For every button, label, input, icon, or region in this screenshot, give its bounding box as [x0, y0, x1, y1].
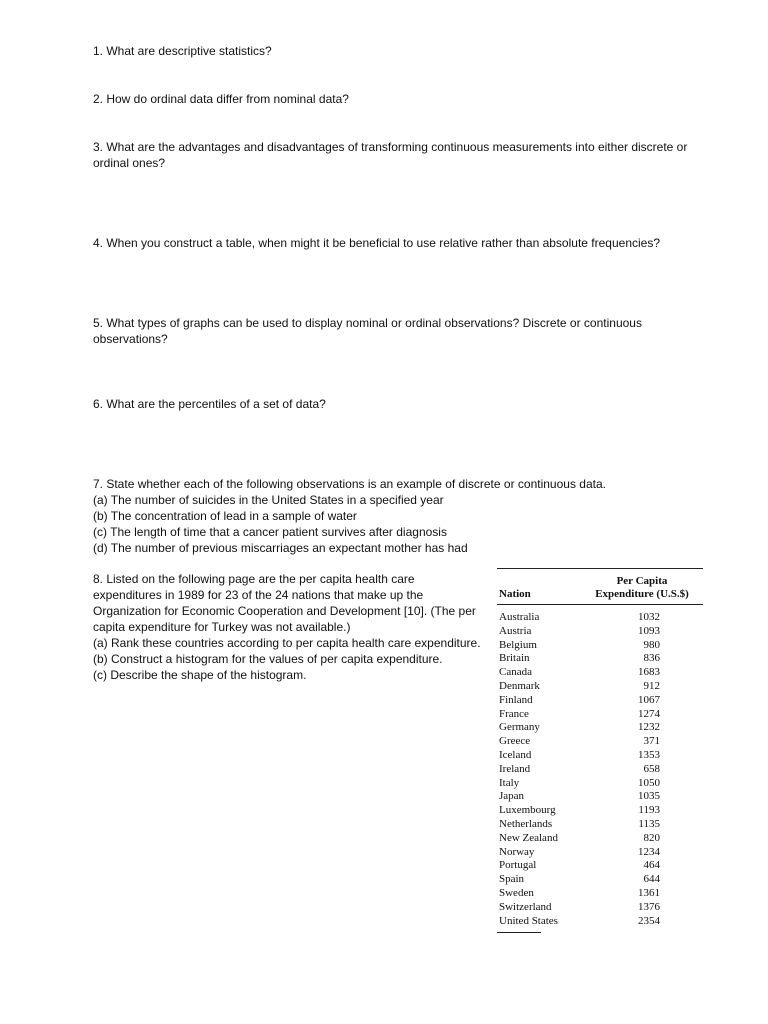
expenditure-cell: 836 — [643, 652, 660, 665]
table-row — [497, 680, 703, 694]
table-row — [497, 887, 703, 901]
nation-cell: Britain — [499, 652, 530, 665]
question-7-item-c: (c) The length of time that a cancer patient survives after diagnosis — [93, 525, 447, 539]
expenditure-cell: 1361 — [638, 886, 660, 899]
header-nation: Nation — [499, 588, 531, 600]
nation-cell: Canada — [499, 666, 532, 679]
expenditure-cell: 1093 — [638, 624, 660, 637]
nation-cell: Belgium — [499, 638, 537, 651]
nation-cell: Germany — [499, 721, 540, 734]
table-header — [497, 569, 703, 605]
table-row — [497, 735, 703, 749]
nation-cell: Spain — [499, 873, 525, 886]
nation-cell: Netherlands — [499, 817, 553, 830]
question-6: 6. What are the percentiles of a set of data? — [93, 397, 326, 411]
table-row — [497, 901, 703, 915]
nation-cell: Norway — [499, 845, 535, 858]
expenditure-cell: 1353 — [638, 748, 660, 761]
nation-cell: Greece — [499, 735, 531, 748]
table-row — [497, 721, 703, 735]
expenditure-cell: 820 — [643, 831, 660, 844]
nation-cell: France — [499, 707, 529, 720]
table-row — [497, 652, 703, 666]
nation-cell: New Zealand — [499, 831, 558, 844]
question-8 — [93, 571, 485, 683]
table-row — [497, 790, 703, 804]
question-7-item-b: (b) The concentration of lead in a sample of water — [93, 509, 357, 523]
nation-cell: United States — [499, 914, 558, 927]
table-row — [497, 763, 703, 777]
nation-cell: Iceland — [499, 748, 532, 761]
expenditure-table — [497, 568, 703, 933]
question-8-item-b: (b) Construct a histogram for the values of per capita expenditure. — [93, 652, 443, 666]
expenditure-cell: 1032 — [638, 611, 660, 623]
table-row — [497, 639, 703, 653]
question-5: 5. What types of graphs can be used to display nominal or ordinal observations? Discrete or continuous observations? — [93, 316, 642, 346]
expenditure-cell: 912 — [643, 679, 660, 692]
expenditure-cell: 1274 — [638, 707, 660, 720]
expenditure-cell: 371 — [643, 735, 660, 748]
nation-cell: Luxembourg — [499, 804, 556, 817]
nation-cell: Japan — [499, 790, 525, 803]
nation-cell: Sweden — [499, 886, 534, 899]
table-row — [497, 777, 703, 791]
table-row — [497, 915, 703, 929]
table-row — [497, 694, 703, 708]
question-3: 3. What are the advantages and disadvantages of transforming continuous measurements into either discrete or ordinal ones? — [93, 140, 688, 170]
table-row — [497, 666, 703, 680]
expenditure-cell: 644 — [643, 873, 660, 886]
nation-cell: Ireland — [499, 762, 531, 775]
expenditure-cell: 1193 — [638, 804, 660, 817]
table-row — [497, 859, 703, 873]
expenditure-cell: 1683 — [638, 666, 660, 679]
expenditure-cell: 658 — [643, 762, 660, 775]
header-expenditure — [583, 575, 703, 601]
table-row — [497, 611, 703, 625]
expenditure-cell: 1035 — [638, 790, 660, 803]
table-bottom-rule — [497, 932, 541, 933]
expenditure-cell: 1234 — [638, 845, 660, 858]
question-2: 2. How do ordinal data differ from nominal data? — [93, 92, 349, 106]
question-8-intro: 8. Listed on the following page are the per capita health care expenditures in 1989 for 23 of the 24 nations that make up the Organization for Economic Cooperation and Development [10]. (The per capita expenditure for Turkey was not available.) — [93, 572, 476, 634]
expenditure-cell: 1067 — [638, 693, 660, 706]
question-7 — [93, 476, 713, 556]
table-row — [497, 625, 703, 639]
table-row — [497, 708, 703, 722]
expenditure-cell: 1376 — [638, 900, 660, 913]
expenditure-cell: 1232 — [638, 721, 660, 734]
table-row — [497, 749, 703, 763]
nation-cell: Austria — [499, 624, 532, 637]
table-row — [497, 873, 703, 887]
expenditure-cell: 1135 — [638, 817, 660, 830]
table-row — [497, 846, 703, 860]
question-8-item-a: (a) Rank these countries according to per capita health care expenditure. — [93, 636, 481, 650]
nation-cell: Switzerland — [499, 900, 552, 913]
question-7-item-d: (d) The number of previous miscarriages an expectant mother has had — [93, 541, 468, 555]
header-expenditure-line2: Expenditure (U.S.$) — [595, 588, 689, 600]
question-4: 4. When you construct a table, when might it be beneficial to use relative rather than absolute frequencies? — [93, 236, 660, 250]
question-8-item-c: (c) Describe the shape of the histogram. — [93, 668, 307, 682]
table-row — [497, 804, 703, 818]
nation-cell: Finland — [499, 693, 533, 706]
table-row — [497, 832, 703, 846]
nation-cell: Italy — [499, 776, 520, 789]
question-1: 1. What are descriptive statistics? — [93, 44, 272, 58]
table-body — [497, 605, 703, 928]
nation-cell: Australia — [499, 611, 540, 623]
question-7-item-a: (a) The number of suicides in the United States in a specified year — [93, 493, 444, 507]
table-row — [497, 818, 703, 832]
header-expenditure-line1: Per Capita — [616, 575, 668, 587]
expenditure-cell: 1050 — [638, 776, 660, 789]
nation-cell: Denmark — [499, 679, 540, 692]
expenditure-cell: 2354 — [638, 914, 660, 927]
expenditure-cell: 464 — [643, 859, 660, 872]
expenditure-cell: 980 — [643, 638, 660, 651]
question-7-intro: 7. State whether each of the following observations is an example of discrete or continuous data. — [93, 477, 606, 491]
nation-cell: Portugal — [499, 859, 537, 872]
